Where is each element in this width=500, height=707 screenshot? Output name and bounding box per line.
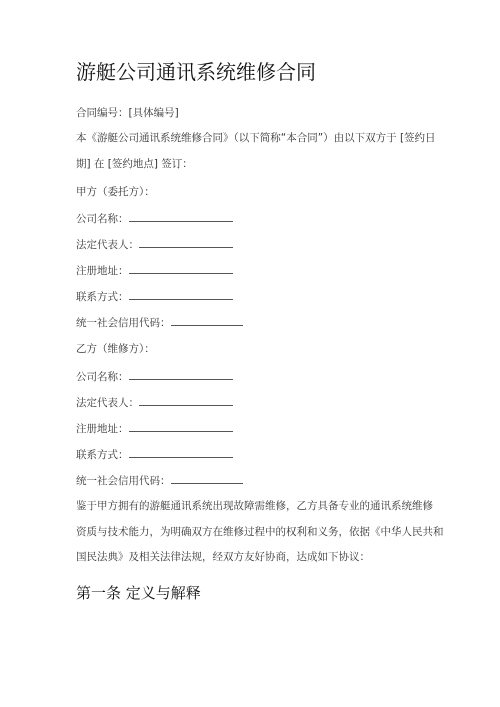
field-label: 公司名称：: [76, 213, 129, 225]
contract-number: 合同编号：[具体编号]: [76, 107, 179, 119]
preamble-line: 鉴于甲方拥有的游艇通讯系统出现故障需维修，乙方具备专业的通讯系统维修: [76, 500, 433, 512]
party-b-company-name: [76, 369, 233, 384]
fill-in-blank: [171, 315, 243, 326]
party-b-contact: [76, 447, 233, 462]
section-heading: 第一条 定义与解释: [76, 584, 201, 602]
fill-in-blank: [171, 473, 243, 484]
fill-in-blank: [139, 237, 233, 248]
field-label: 统一社会信用代码：: [76, 317, 171, 329]
intro-line: 期] 在 [签约地点] 签订：: [76, 157, 193, 170]
fill-in-blank: [129, 263, 233, 274]
field-label: 法定代表人：: [76, 239, 139, 251]
preamble-line: 国民法典》及相关法律法规，经双方友好协商，达成如下协议：: [76, 551, 370, 563]
field-label: 法定代表人：: [76, 397, 139, 409]
fill-in-blank: [129, 211, 233, 222]
party-a-company-name: [76, 211, 233, 226]
field-label: 联系方式：: [76, 449, 129, 461]
field-label: 联系方式：: [76, 291, 129, 303]
party-a-legal-rep: [76, 237, 233, 252]
preamble-paragraph: [76, 494, 444, 571]
fill-in-blank: [139, 395, 233, 406]
party-a-credit-code: [76, 315, 243, 330]
intro-paragraph: [76, 126, 436, 177]
party-a-address: [76, 263, 233, 278]
document-title: 游艇公司通讯系统维修合同: [76, 60, 316, 84]
fill-in-blank: [129, 369, 233, 380]
field-label: 公司名称：: [76, 371, 129, 383]
field-label: 统一社会信用代码：: [76, 475, 171, 487]
party-b-heading: 乙方（维修方）：: [76, 343, 155, 355]
fill-in-blank: [129, 421, 233, 432]
party-b-legal-rep: [76, 395, 233, 410]
fill-in-blank: [129, 289, 233, 300]
party-b-address: [76, 421, 233, 436]
intro-line: 本《游艇公司通讯系统维修合同》（以下简称“本合同”）由以下双方于 [签约日: [76, 132, 436, 144]
field-label: 注册地址：: [76, 423, 129, 435]
preamble-line: 资质与技术能力，为明确双方在维修过程中的权利和义务，依据《中华人民共和: [76, 525, 444, 538]
field-label: 注册地址：: [76, 265, 129, 277]
fill-in-blank: [129, 447, 233, 458]
party-b-credit-code: [76, 473, 243, 488]
party-a-heading: 甲方（委托方）：: [76, 186, 155, 198]
party-a-contact: [76, 289, 233, 304]
